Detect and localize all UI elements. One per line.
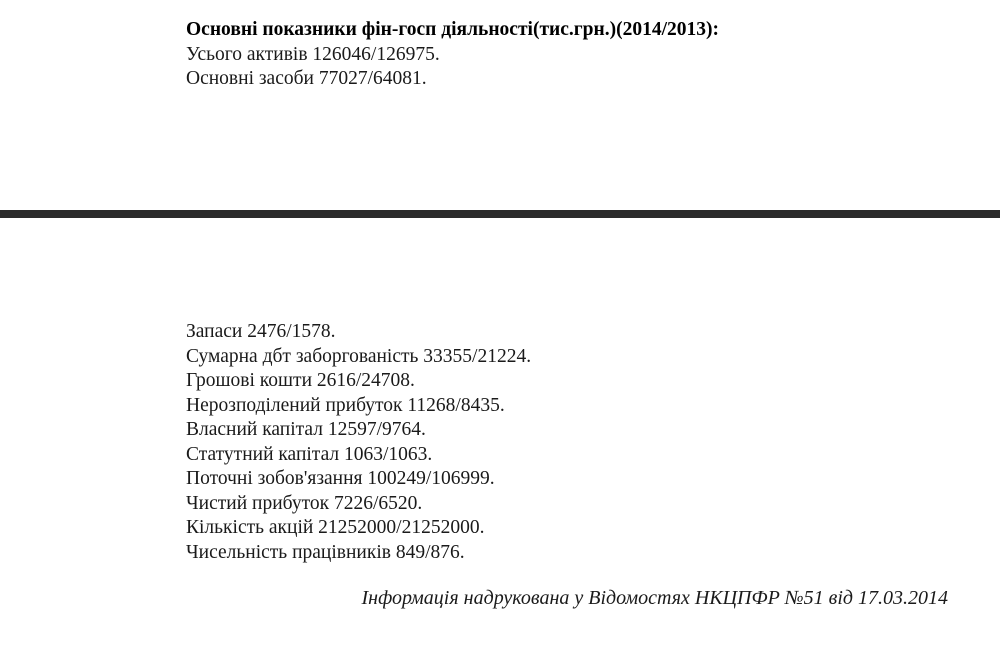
section-heading: Основні показники фін-госп діяльності(тис.грн.)(2014/2013):	[186, 19, 719, 40]
employees-count-line: Чисельність працівників 849/876.	[186, 541, 465, 563]
cash-line: Грошові кошти 2616/24708.	[186, 370, 415, 391]
fixed-assets-line: Основні засоби 77027/64081.	[186, 68, 427, 89]
receivables-line: Сумарна дбт заборгованість 33355/21224.	[186, 345, 532, 367]
authorized-capital-line: Статутний капітал 1063/1063.	[186, 443, 433, 465]
horizontal-divider	[0, 210, 1000, 218]
retained-earnings-line: Нерозподілений прибуток 11268/8435.	[186, 394, 505, 416]
details-section	[186, 320, 531, 565]
publication-note: Інформація надрукована у Відомостях НКЦПФР №51 від 17.03.2014	[361, 587, 948, 609]
summary-section	[186, 18, 719, 92]
inventory-line: Запаси 2476/1578.	[186, 321, 336, 342]
current-liabilities-line: Поточні зобов'язання 100249/106999.	[186, 468, 495, 489]
equity-line: Власний капітал 12597/9764.	[186, 419, 426, 440]
shares-count-line: Кількість акцій 21252000/21252000.	[186, 517, 485, 538]
total-assets-line: Усього активів 126046/126975.	[186, 43, 440, 65]
net-profit-line: Чистий прибуток 7226/6520.	[186, 492, 423, 514]
